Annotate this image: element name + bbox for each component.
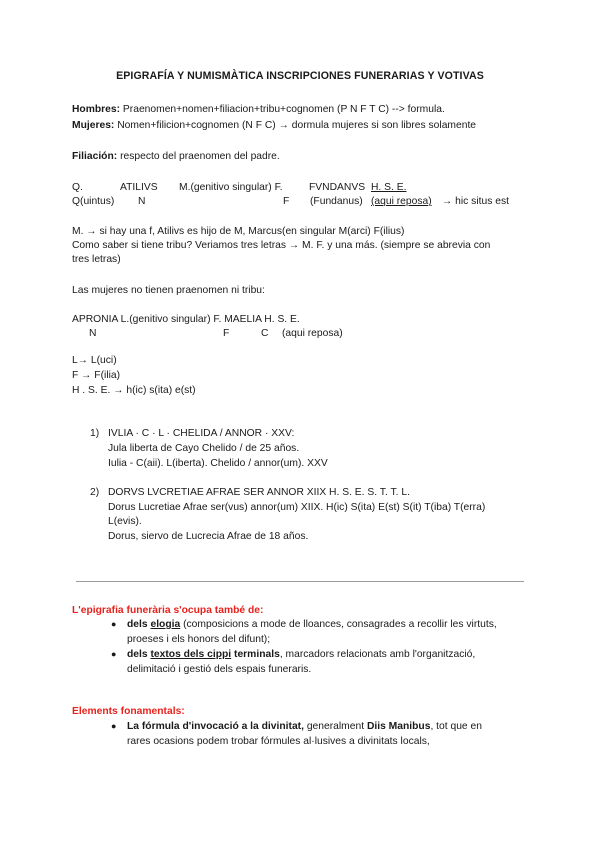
section1-heading: L'epigrafia funerària s'ocupa també de: xyxy=(72,605,264,616)
ex1-hse: H. S. E. xyxy=(371,182,407,193)
ex2-f: F xyxy=(223,328,230,339)
explanation-line2: Como saber si tiene tribu? Veriamos tres letras → M. F. y una más. (siempre se abrevia con xyxy=(72,240,491,251)
hombres-text: Praenomen+nomen+filiacion+tribu+cognomen (P N F T C) --> formula. xyxy=(120,104,445,115)
cippi-term: textos dels cippi xyxy=(150,649,232,660)
ex1-q: Q. xyxy=(72,182,83,193)
section1-item1-line1 xyxy=(127,617,497,632)
list-item-line: IVLIA · C · L · CHELIDA / ANNOR · XXV: xyxy=(108,428,295,439)
elogia-term: elogia xyxy=(150,619,181,630)
list-item-line: Dorus, siervo de Lucrecia Afrae de 18 años. xyxy=(108,531,309,542)
section2-item1-line2: rares ocasions podem trobar fórmules al·lusives a divinitats locals, xyxy=(127,736,430,747)
ex1-m: M.(genitivo singular) F. xyxy=(179,182,283,193)
mujeres-line xyxy=(72,118,476,133)
explanation-line3: tres letras) xyxy=(72,254,121,265)
list-number: 2) xyxy=(90,487,100,498)
diis-manibus-term: Diis Manibus xyxy=(366,721,431,732)
section1-item2-line2: delimitació i gestió dels espais funeraris. xyxy=(127,664,312,675)
ex2-c: C xyxy=(261,328,269,339)
filiacion-line xyxy=(72,149,280,164)
text: , marcadors relacionats amb l'organització, xyxy=(279,649,476,660)
divider xyxy=(76,581,524,582)
bullet-icon: ● xyxy=(111,619,117,629)
list-item-line: DORVS LVCRETIAE AFRAE SER ANNOR XIIX H. S. E. S. T. T. L. xyxy=(108,487,410,498)
hombres-label: Hombres: xyxy=(72,104,121,115)
filiacion-text: respecto del praenomen del padre. xyxy=(117,151,280,162)
text-prefix: dels xyxy=(127,619,151,630)
list-item-line: Iulia - C(aii). L(iberta). Chelido / annor(um). XXV xyxy=(108,458,328,469)
ex1-fvndanvs: FVNDANVS xyxy=(309,182,366,193)
page-title: EPIGRAFÍA Y NUMISMÀTICA INSCRIPCIONES FUNERARIAS Y VOTIVAS xyxy=(116,70,484,82)
mujeres-label: Mujeres: xyxy=(72,120,115,131)
section2-heading: Elements fonamentals: xyxy=(72,706,185,717)
list-number: 1) xyxy=(90,428,100,439)
formula-term: La fórmula d'invocació a la divinitat, xyxy=(127,721,304,732)
text: (composicions a mode de lloances, consagrades a recollir les virtuts, xyxy=(180,619,497,630)
abbr-f: F → F(ilia) xyxy=(72,370,121,381)
abbr-hse: H . S. E. → h(ic) s(ita) e(st) xyxy=(72,385,196,396)
terminals-term: terminals xyxy=(231,649,280,660)
mujeres-text: Nomen+filicion+cognomen (N F C) → dormula mujeres si son libres solamente xyxy=(114,120,477,131)
list-item-line: Jula liberta de Cayo Chelido / de 25 años. xyxy=(108,443,300,454)
abbr-l: L→ L(uci) xyxy=(72,355,117,366)
text-prefix: dels xyxy=(127,649,151,660)
ex1-f: F xyxy=(283,196,290,207)
text: generalment xyxy=(303,721,367,732)
section1-item2-line1 xyxy=(127,647,475,662)
ex2-row1: APRONIA L.(genitivo singular) F. MAELIA H. S. E. xyxy=(72,314,300,325)
ex2-aqui-reposa: (aqui reposa) xyxy=(282,328,343,339)
bullet-icon: ● xyxy=(111,721,117,731)
explanation-line1: M. → si hay una f, Atilivs es hijo de M, Marcus(en singular M(arci) F(ilius) xyxy=(72,226,405,237)
ex1-n: N xyxy=(138,196,146,207)
filiacion-label: Filiación: xyxy=(72,151,118,162)
section2-item1-line1 xyxy=(127,719,482,734)
ex1-atilivs: ATILIVS xyxy=(120,182,158,193)
list-item-line: Dorus Lucretiae Afrae ser(vus) annor(um) XIIX. H(ic) S(ita) E(st) S(it) T(iba) T(erra) xyxy=(108,502,486,513)
ex1-quintus: Q(uintus) xyxy=(72,196,115,207)
ex2-n: N xyxy=(89,328,97,339)
ex1-fundanus: (Fundanus) xyxy=(310,196,363,207)
list-item-line: L(evis). xyxy=(108,516,142,527)
text: , tot que en xyxy=(430,721,482,732)
ex1-aqui-reposa: (aqui reposa) xyxy=(371,196,432,207)
bullet-icon: ● xyxy=(111,649,117,659)
mujeres-note: Las mujeres no tienen praenomen ni tribu: xyxy=(72,285,265,296)
ex1-hic-situs: → hic situs est xyxy=(442,196,509,207)
hombres-line xyxy=(72,102,445,117)
section1-item1-line2: proeses i els honors del difunt); xyxy=(127,634,271,645)
